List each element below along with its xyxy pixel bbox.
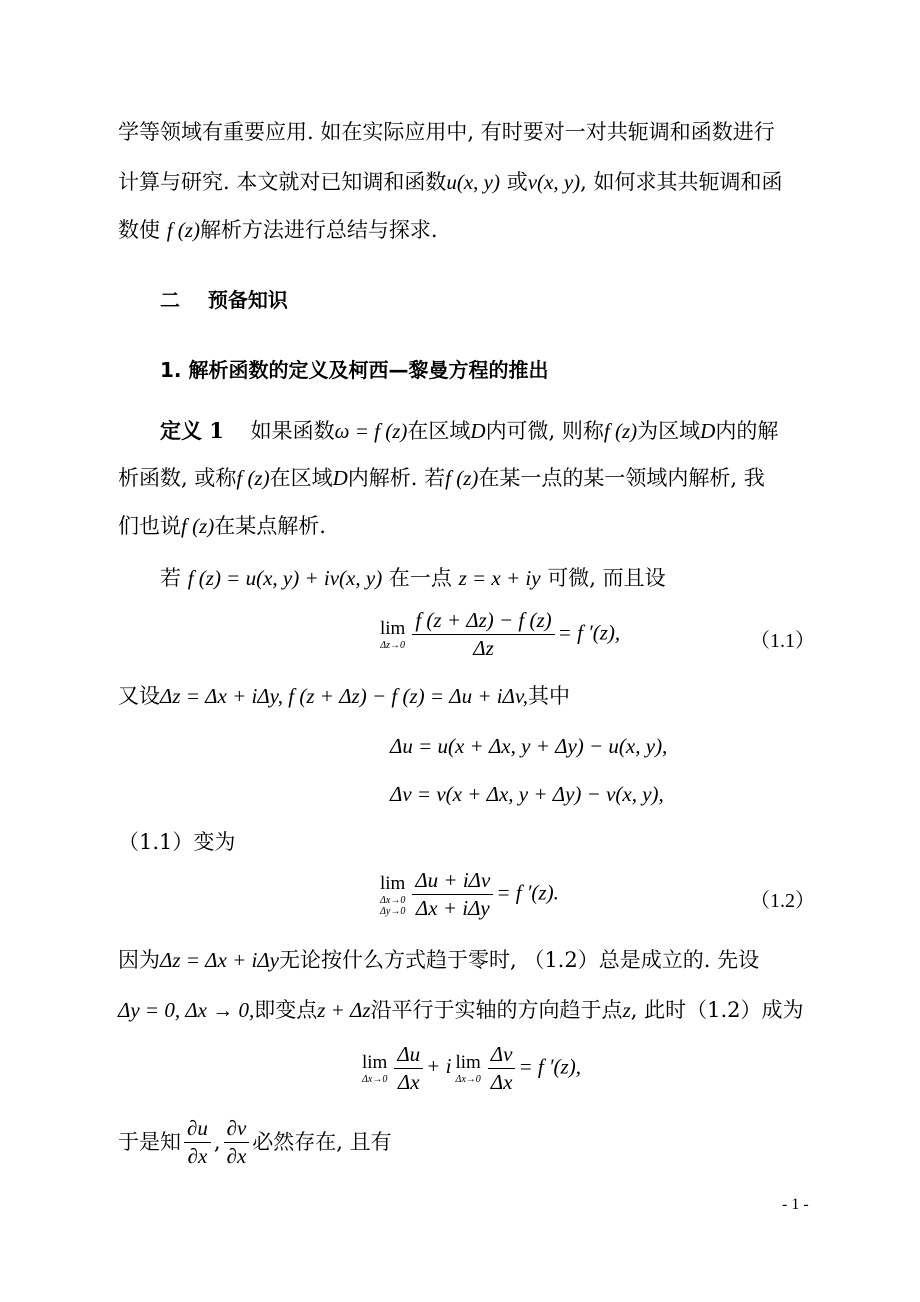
rhs: = f ′(z), <box>518 1054 581 1079</box>
denominator: Δz <box>473 636 494 660</box>
numerator: f (z + Δz) − f (z) <box>412 608 554 635</box>
body-text-line <box>118 948 759 973</box>
text: 在区域 <box>269 466 333 490</box>
math: f (z) <box>181 514 215 538</box>
fraction <box>488 1042 516 1095</box>
definition-line <box>160 418 778 444</box>
text: 无论按什么方式趋于零时, （1.2）总是成立的. 先设 <box>278 948 760 972</box>
math: Δy = 0, Δx → 0, <box>118 998 255 1022</box>
text: 为区域 <box>637 419 701 443</box>
lim-subscript-1: Δx→0 <box>380 894 406 906</box>
math-u: u(x, y) <box>446 170 500 194</box>
denominator: ∂x <box>226 1144 247 1169</box>
rhs: = f ′(z). <box>496 880 559 905</box>
numerator: Δv <box>488 1042 516 1069</box>
math: f (z) <box>603 419 638 443</box>
plus-i: + i <box>426 1054 452 1079</box>
body-text-line <box>118 120 775 145</box>
equation-limits-sum <box>362 1042 581 1095</box>
math: Δz = Δx + iΔy <box>160 948 279 972</box>
text: 内可微, 则称 <box>485 419 604 443</box>
text: 数使 <box>118 218 160 242</box>
numerator: Δu + iΔv <box>412 868 493 895</box>
numerator: ∂u <box>184 1116 211 1143</box>
text: , 此时（1.2）成为 <box>630 998 804 1022</box>
numerator: ∂v <box>224 1116 250 1143</box>
text: 于是知 <box>118 1130 181 1155</box>
lim-subscript: Δz→0 <box>380 640 406 651</box>
section-heading <box>160 288 288 312</box>
math: D <box>700 419 716 443</box>
fraction <box>412 868 493 921</box>
text: 解析方法进行总结与探求. <box>199 218 438 242</box>
text: 若 <box>160 566 181 590</box>
body-text-line <box>118 998 804 1023</box>
limit-operator <box>455 1052 480 1085</box>
body-text-line: 于是知 $\frac{\partial u}{\partial x}$ , $\frac{\partial v}{\partial x}$ 必然存在, 且有 <box>118 1116 392 1169</box>
text: , 如何求其共轭调和函 <box>580 170 783 194</box>
equation-1-1 <box>380 608 620 661</box>
lim-word: lim <box>455 1052 481 1073</box>
body-text-line <box>118 218 438 243</box>
subsection-heading <box>160 358 548 382</box>
text: 必然存在, 且有 <box>252 1130 392 1155</box>
section-heading-text: 二 预备知识 <box>160 288 288 312</box>
partial-fraction <box>224 1116 250 1169</box>
text: （1.1）变为 <box>118 830 236 854</box>
fraction <box>394 1042 423 1095</box>
math-f: f (z) <box>166 218 200 242</box>
math: f (z) <box>445 466 479 490</box>
text: 因为 <box>118 948 160 972</box>
text: 在某一点的某一领域内解析, 我 <box>478 466 765 490</box>
denominator: Δx + iΔy <box>415 896 490 920</box>
text: 内的解 <box>715 419 779 443</box>
math: f (z) = u(x, y) + iv(x, y) <box>187 566 383 590</box>
math-v: v(x, y) <box>527 170 581 194</box>
text: 可微, 而且设 <box>547 566 666 590</box>
math: ω = f (z) <box>334 419 408 443</box>
text: 们也说 <box>118 514 181 538</box>
math: z + Δz <box>317 998 371 1022</box>
subsection-heading-text: 1. 解析函数的定义及柯西—黎曼方程的推出 <box>160 358 549 382</box>
text: 其中 <box>527 684 570 708</box>
math: z = x + iy <box>458 566 541 590</box>
text: 在某点解析. <box>214 514 326 538</box>
text: 即变点 <box>254 998 318 1022</box>
limit-operator <box>362 1052 387 1085</box>
lim-subscript-2: Δy→0 <box>380 905 406 917</box>
body-text-line <box>118 170 783 195</box>
equation-number: （1.2） <box>750 890 815 912</box>
limit-operator <box>380 873 405 917</box>
math: z <box>622 998 631 1022</box>
partial-fraction <box>184 1116 211 1169</box>
page-number: - 1 - <box>782 1196 809 1213</box>
body-text-line <box>118 830 235 855</box>
lim-word: lim <box>380 872 406 894</box>
denominator: Δx <box>397 1070 420 1094</box>
lim-word: lim <box>380 618 406 639</box>
text: 沿平行于实轴的方向趋于点 <box>370 998 623 1022</box>
equation-number: （1.1） <box>750 630 815 652</box>
definition-line <box>118 514 326 539</box>
equation-1-2 <box>380 868 559 921</box>
math: D <box>332 466 348 490</box>
equation-delta-v: Δv = v(x + Δx, y + Δy) − v(x, y), <box>390 782 664 806</box>
lim-word: lim <box>362 1052 388 1073</box>
text: 或 <box>506 170 528 194</box>
rhs: = f ′(z), <box>557 620 621 645</box>
body-text-line <box>160 566 666 591</box>
definition-label: 定义 1 <box>160 418 224 443</box>
lim-subscript: Δx→0 <box>362 1074 388 1085</box>
text: 又设 <box>118 684 160 708</box>
lim-subscript: Δx→0 <box>455 1074 481 1085</box>
denominator: ∂x <box>187 1144 208 1169</box>
text: 析函数, 或称 <box>118 466 237 490</box>
body-text-line <box>118 684 570 709</box>
limit-operator <box>380 618 405 651</box>
fraction <box>412 608 554 661</box>
math: Δz = Δx + iΔy, f (z + Δz) − f (z) = Δu + iΔv, <box>160 684 528 708</box>
text: 如果函数 <box>250 419 335 443</box>
numerator: Δu <box>394 1042 423 1069</box>
text: 内解析. 若 <box>347 466 446 490</box>
definition-line <box>118 466 765 491</box>
text: 学等领域有重要应用. 如在实际应用中, 有时要对一对共轭调和函数进行 <box>118 120 775 144</box>
equation-delta-u: Δu = u(x + Δx, y + Δy) − u(x, y), <box>390 734 668 758</box>
text: 在一点 <box>388 566 452 590</box>
text: 计算与研究. 本文就对已知调和函数 <box>118 170 447 194</box>
math: f (z) <box>236 466 270 490</box>
math: D <box>470 419 486 443</box>
text: 在区域 <box>407 419 471 443</box>
denominator: Δx <box>490 1070 513 1094</box>
